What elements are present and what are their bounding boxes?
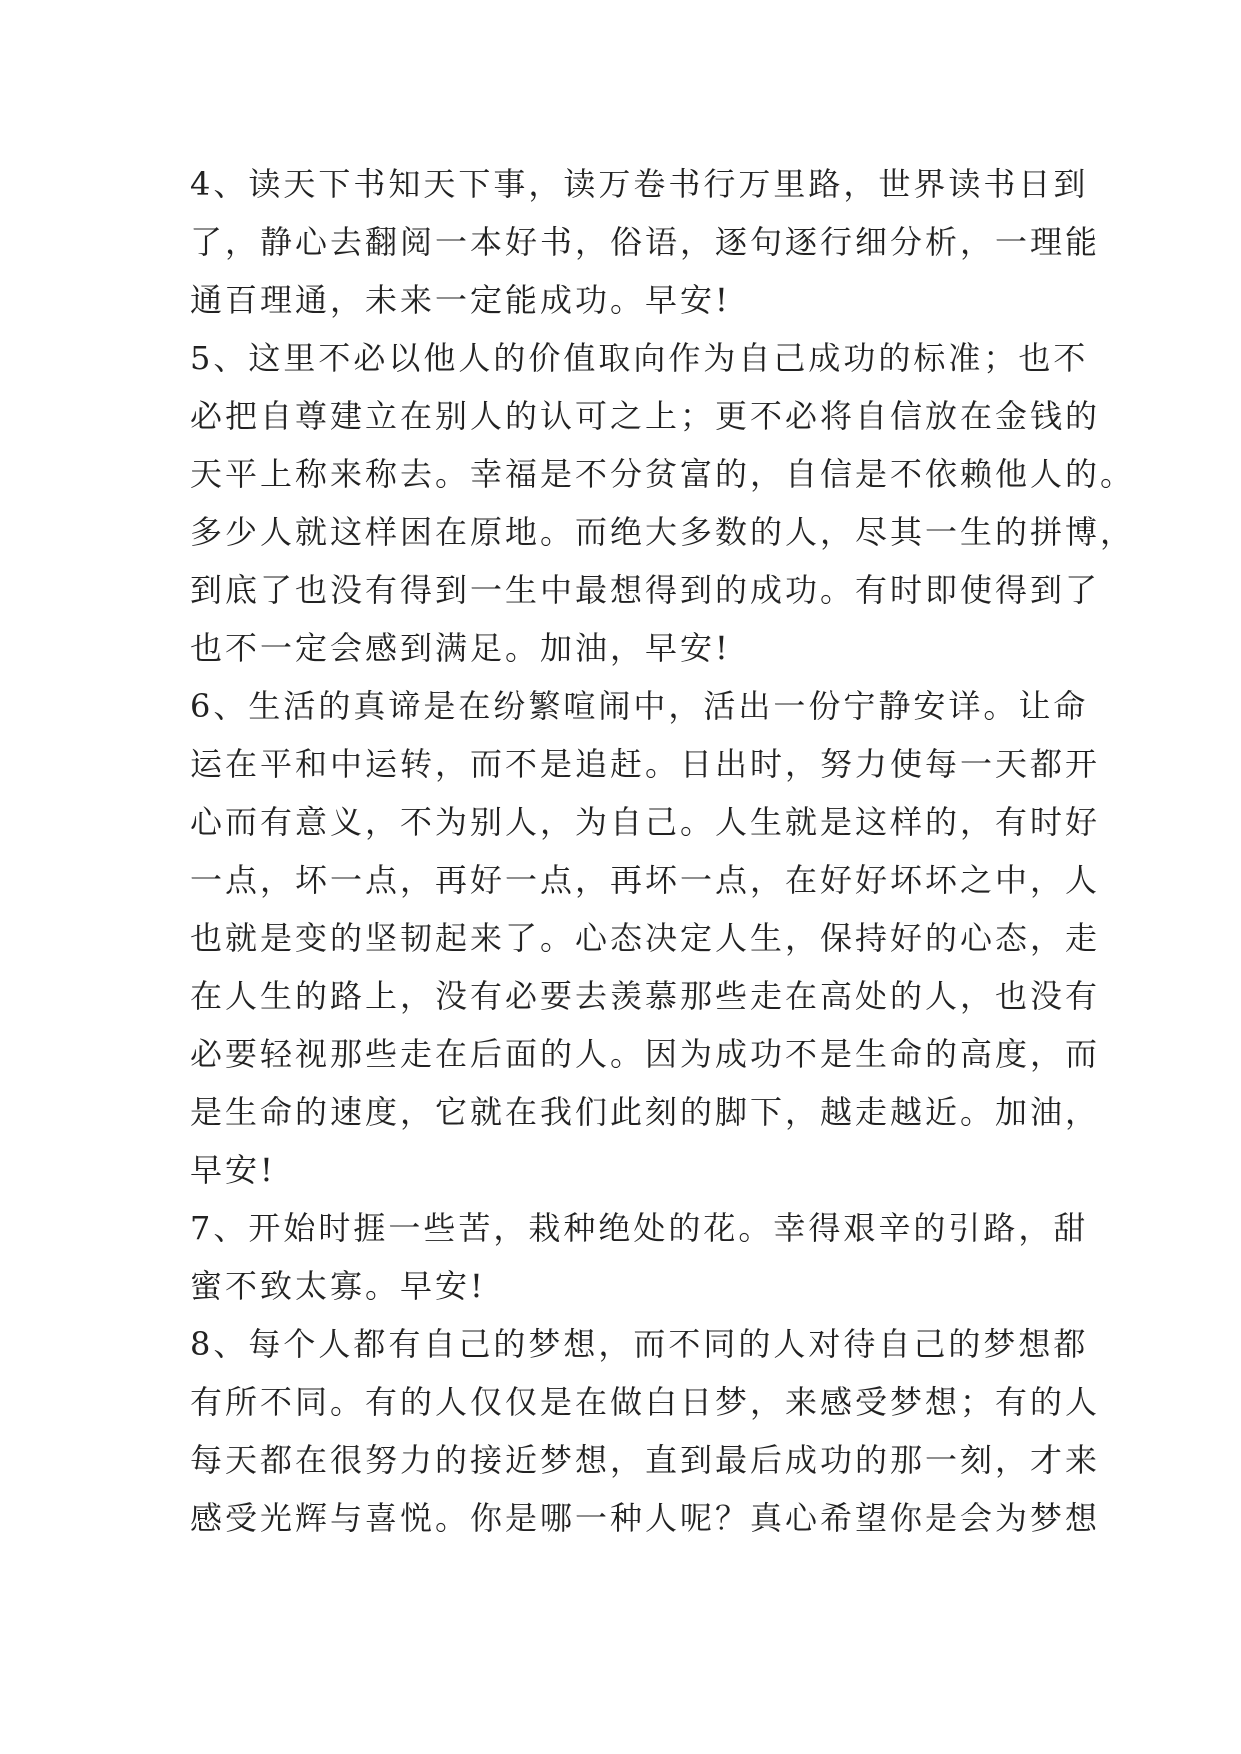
text-line: 也不一定会感到满足。加油，早安! <box>190 629 731 667</box>
text-line: 7、开始时捱一些苦，栽种绝处的花。幸得艰辛的引路，甜 <box>190 1209 1089 1247</box>
text-line: 是生命的速度，它就在我们此刻的脚下，越走越近。加油， <box>190 1093 1101 1131</box>
text-line: 蜜不致太寡。早安! <box>190 1267 486 1305</box>
document-body <box>190 155 1136 1547</box>
text-line: 心而有意义，不为别人，为自己。人生就是这样的，有时好 <box>190 803 1101 841</box>
text-line: 通百理通，未来一定能成功。早安! <box>190 281 731 319</box>
text-line: 运在平和中运转，而不是追赶。日出时，努力使每一天都开 <box>190 745 1101 783</box>
text-line: 天平上称来称去。幸福是不分贫富的，自信是不依赖他人的。 <box>190 455 1136 493</box>
text-line: 感受光辉与喜悦。你是哪一种人呢？真心希望你是会为梦想 <box>190 1499 1101 1537</box>
text-line: 必要轻视那些走在后面的人。因为成功不是生命的高度，而 <box>190 1035 1101 1073</box>
text-line: 也就是变的坚韧起来了。心态决定人生，保持好的心态，走 <box>190 919 1101 957</box>
text-line: 一点，坏一点，再好一点，再坏一点，在好好坏坏之中，人 <box>190 861 1101 899</box>
text-line: 6、生活的真谛是在纷繁喧闹中，活出一份宁静安详。让命 <box>190 687 1089 725</box>
text-line: 早安! <box>190 1151 276 1189</box>
text-line: 8、每个人都有自己的梦想，而不同的人对待自己的梦想都 <box>190 1325 1089 1363</box>
text-line: 在人生的路上，没有必要去羡慕那些走在高处的人，也没有 <box>190 977 1101 1015</box>
text-line: 多少人就这样困在原地。而绝大多数的人，尽其一生的拼博， <box>190 513 1136 551</box>
text-line: 有所不同。有的人仅仅是在做白日梦，来感受梦想；有的人 <box>190 1383 1101 1421</box>
text-line: 4、读天下书知天下事，读万卷书行万里路，世界读书日到 <box>190 165 1089 203</box>
text-line: 到底了也没有得到一生中最想得到的成功。有时即使得到了 <box>190 571 1101 609</box>
text-line: 每天都在很努力的接近梦想，直到最后成功的那一刻，才来 <box>190 1441 1101 1479</box>
text-line: 了，静心去翻阅一本好书，俗语，逐句逐行细分析，一理能 <box>190 223 1101 261</box>
text-line: 5、这里不必以他人的价值取向作为自己成功的标准；也不 <box>190 339 1089 377</box>
text-line: 必把自尊建立在别人的认可之上；更不必将自信放在金钱的 <box>190 397 1101 435</box>
